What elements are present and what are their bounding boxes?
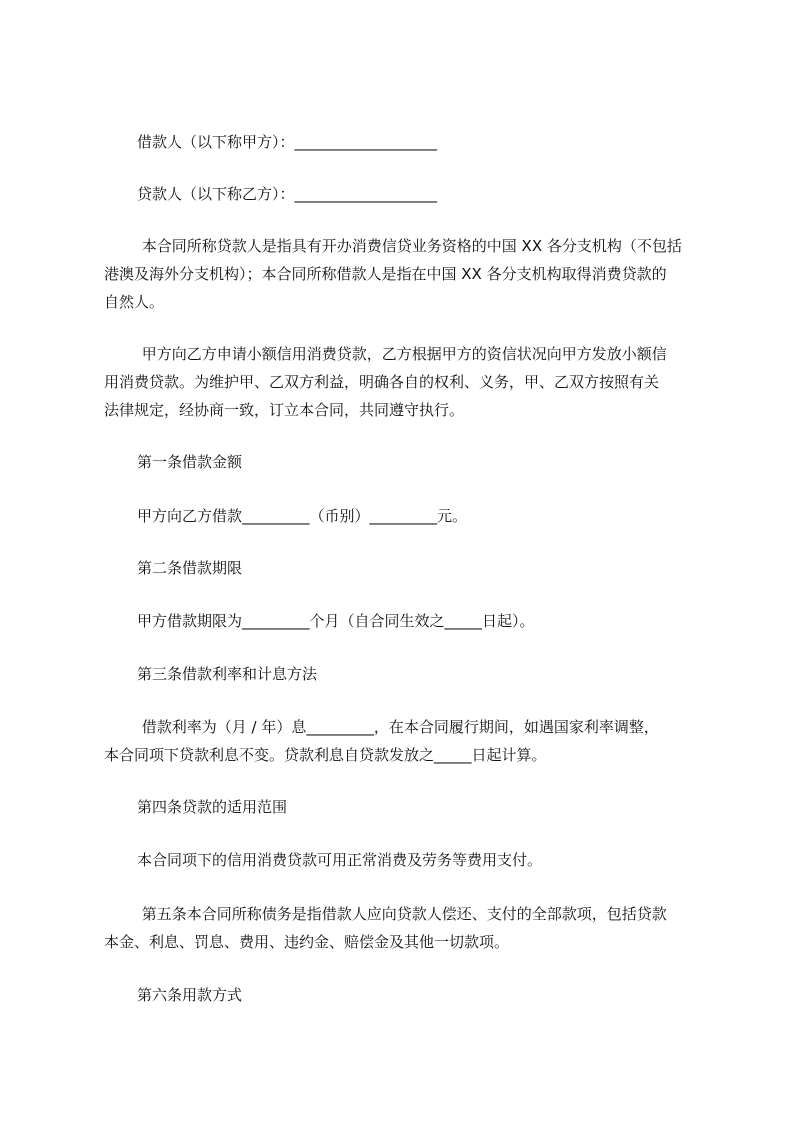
article5-body-line-1: 第五条本合同所称债务是指借款人应向贷款人偿还、支付的全部款项，包括贷款: [137, 905, 667, 923]
intro-line-3: 自然人。: [104, 293, 165, 311]
article2-title: 第二条借款期限: [137, 559, 243, 577]
article4-body: 本合同项下的信用消费贷款可用正常消费及劳务等费用支付。: [137, 851, 543, 869]
article3-body-line-2: 本合同项下贷款利息不变。贷款利息自贷款发放之_____日起计算。: [104, 746, 547, 764]
lender-line: 贷款人（以下称乙方）：___________________: [137, 185, 438, 203]
article4-title: 第四条贷款的适用范围: [137, 798, 288, 816]
intro-line-2: 港澳及海外分支机构）；本合同所称借款人是指在中国 XX 各分支机构取得消费贷款的: [104, 265, 667, 283]
article2-body: 甲方借款期限为_________个月（自合同生效之_____日起）。: [137, 612, 535, 630]
purpose-line-1: 甲方向乙方申请小额信用消费贷款，乙方根据甲方的资信状况向甲方发放小额信: [137, 345, 667, 363]
article1-body: 甲方向乙方借款_________（币别）_________元。: [137, 507, 468, 525]
purpose-line-3: 法律规定，经协商一致，订立本合同，共同遵守执行。: [104, 401, 465, 419]
purpose-line-2: 用消费贷款。为维护甲、乙双方利益，明确各自的权利、义务，甲、乙双方按照有关: [104, 373, 660, 391]
intro-line-1: 本合同所称贷款人是指具有开办消费信贷业务资格的中国 XX 各分支机构（不包括: [137, 237, 682, 255]
article1-title: 第一条借款金额: [137, 453, 243, 471]
article6-title: 第六条用款方式: [137, 986, 243, 1004]
borrower-line: 借款人（以下称甲方）：___________________: [137, 133, 438, 151]
article5-body-line-2: 本金、利息、罚息、费用、违约金、赔偿金及其他一切款项。: [104, 933, 510, 951]
article3-body-line-1: 借款利率为（月 / 年）息_________，在本合同履行期间，如遇国家利率调整，: [137, 718, 659, 736]
article3-title: 第三条借款利率和计息方法: [137, 665, 318, 683]
